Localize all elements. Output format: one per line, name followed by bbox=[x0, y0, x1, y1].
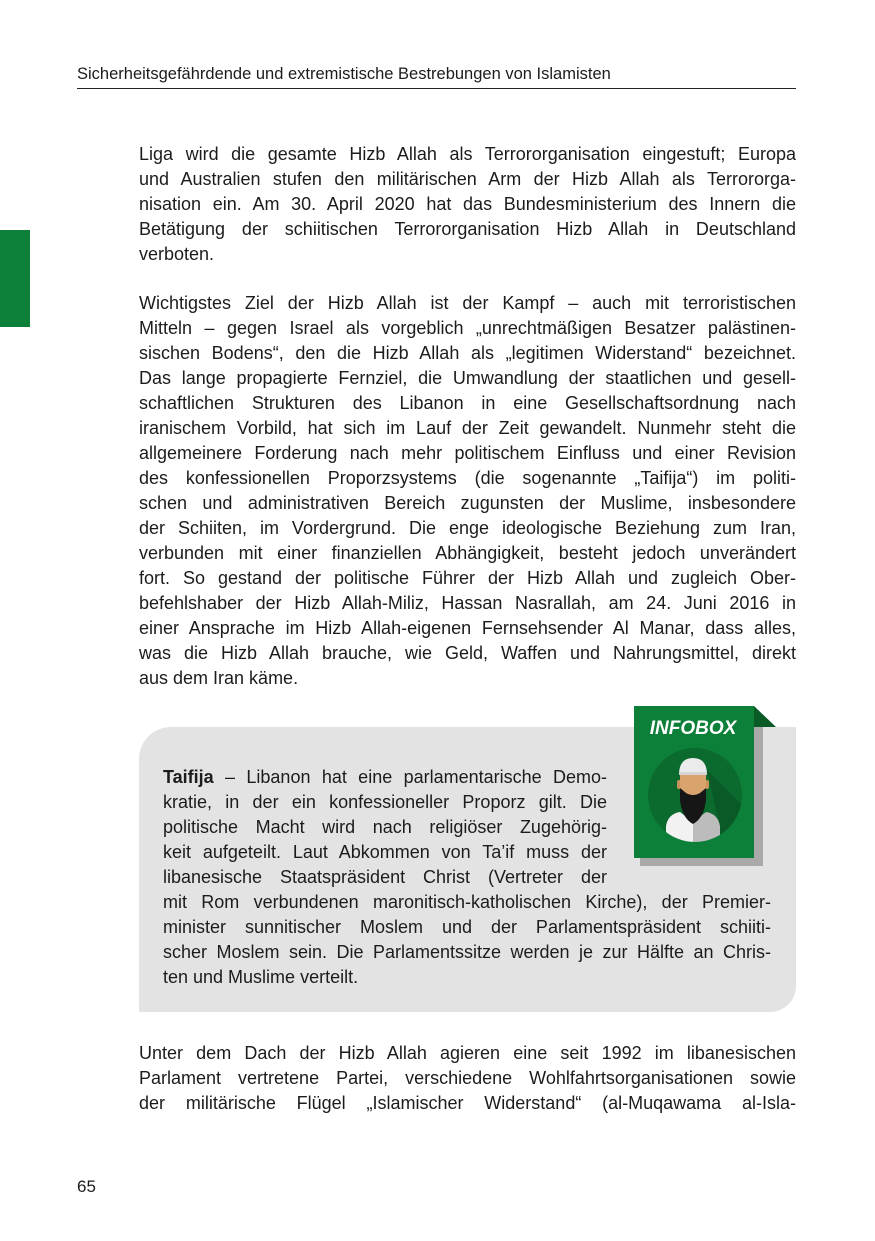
text-line: und Australien stufen den militärischen Arm der Hizb Allah als Terrororga- bbox=[139, 169, 796, 189]
page-number: 65 bbox=[77, 1177, 96, 1196]
text-line: Betätigung der schiitischen Terrororganisation Hizb Allah in Deutschland bbox=[139, 219, 796, 239]
text-line: kratie, in der ein konfessioneller Proporz gilt. Die bbox=[163, 792, 607, 812]
text-line: schaftlichen Strukturen des Libanon in eine Gesellschaftsordnung nach bbox=[139, 393, 796, 413]
text-line: libanesische Staatspräsident Christ (Vertreter der bbox=[163, 867, 607, 887]
text-line: Unter dem Dach der Hizb Allah agieren eine seit 1992 im libanesischen bbox=[139, 1043, 796, 1063]
chapter-tab-marker bbox=[0, 230, 30, 327]
text-line: minister sunnitischer Moslem und der Parlamentspräsident schiiti- bbox=[163, 917, 771, 937]
text-line: aus dem Iran käme. bbox=[139, 668, 299, 688]
text-line: Das lange propagierte Fernziel, die Umwandlung der staatlichen und gesell- bbox=[139, 368, 796, 388]
text-line: allgemeinere Forderung nach mehr politischem Einfluss und einer Revision bbox=[139, 443, 796, 463]
text-line bbox=[163, 765, 607, 790]
text-line: befehlshaber der Hizb Allah-Miliz, Hassan Nasrallah, am 24. Juni 2016 in bbox=[139, 593, 796, 613]
text-line: Liga wird die gesamte Hizb Allah als Terrororganisation eingestuft; Europa bbox=[139, 144, 796, 164]
text-line: was die Hizb Allah brauche, wie Geld, Waffen und Nahrungsmittel, direkt bbox=[139, 643, 796, 663]
text-line: der militärische Flügel „Islamischer Widerstand“ (al-Muqawama al-Isla- bbox=[139, 1093, 796, 1113]
text-line: Wichtigstes Ziel der Hizb Allah ist der Kampf – auch mit terroristischen bbox=[139, 293, 796, 313]
header-rule bbox=[77, 88, 796, 89]
text-line: der Schiiten, im Vordergrund. Die enge ideologische Beziehung zum Iran, bbox=[139, 518, 796, 538]
text-line: verbunden mit einer finanziellen Abhängigkeit, besteht jedoch unverändert bbox=[139, 543, 796, 563]
paragraph-3 bbox=[139, 1041, 796, 1116]
text-line: politische Macht wird nach religiöser Zugehörig- bbox=[163, 817, 607, 837]
text-line: sischen Bodens“, den die Hizb Allah als „legitimen Widerstand“ bezeichnet. bbox=[139, 343, 796, 363]
running-head-title: Sicherheitsgefährdende und extremistische Bestrebungen von Islamisten bbox=[77, 65, 611, 83]
badge-fold bbox=[754, 706, 776, 727]
text-line: verboten. bbox=[139, 244, 215, 264]
text-line: nisation ein. Am 30. April 2020 hat das Bundesministerium des Innern die bbox=[139, 194, 796, 214]
text-line: einer Ansprache im Hizb Allah-eigenen Fernsehsender Al Manar, dass alles, bbox=[139, 618, 796, 638]
infobox-text bbox=[163, 765, 771, 990]
text-line: schen und administrativen Bereich zugunsten der Muslime, insbesondere bbox=[139, 493, 796, 513]
text-line: Parlament vertretene Partei, verschiedene Wohlfahrtsorganisationen sowie bbox=[139, 1068, 796, 1088]
text-line: scher Moslem sein. Die Parlamentssitze werden je zur Hälfte an Chris- bbox=[163, 942, 771, 962]
text-line: iranischem Vorbild, hat sich im Lauf der Zeit gewandelt. Nunmehr steht die bbox=[139, 418, 796, 438]
text-line: Mitteln – gegen Israel als vorgeblich „unrechtmäßigen Besatzer palästinen- bbox=[139, 318, 796, 338]
paragraph-2 bbox=[139, 291, 796, 691]
text-line: ten und Muslime verteilt. bbox=[163, 967, 359, 987]
paragraph-1 bbox=[139, 142, 796, 267]
text-line: keit aufgeteilt. Laut Abkommen von Ta’if muss der bbox=[163, 842, 607, 862]
text-line: mit Rom verbundenen maronitisch-katholischen Kirche), der Premier- bbox=[163, 892, 771, 912]
text-line: fort. So gestand der politische Führer der Hizb Allah und zugleich Ober- bbox=[139, 568, 796, 588]
infobox-term: Taifija bbox=[163, 767, 214, 787]
infobox-first-line: – Libanon hat eine parlamentarische Demo- bbox=[225, 767, 607, 787]
badge-label: INFOBOX bbox=[649, 718, 737, 739]
text-line: des konfessionellen Proporzsystems (die sogenannte „Taifija“) im politi- bbox=[139, 468, 796, 488]
